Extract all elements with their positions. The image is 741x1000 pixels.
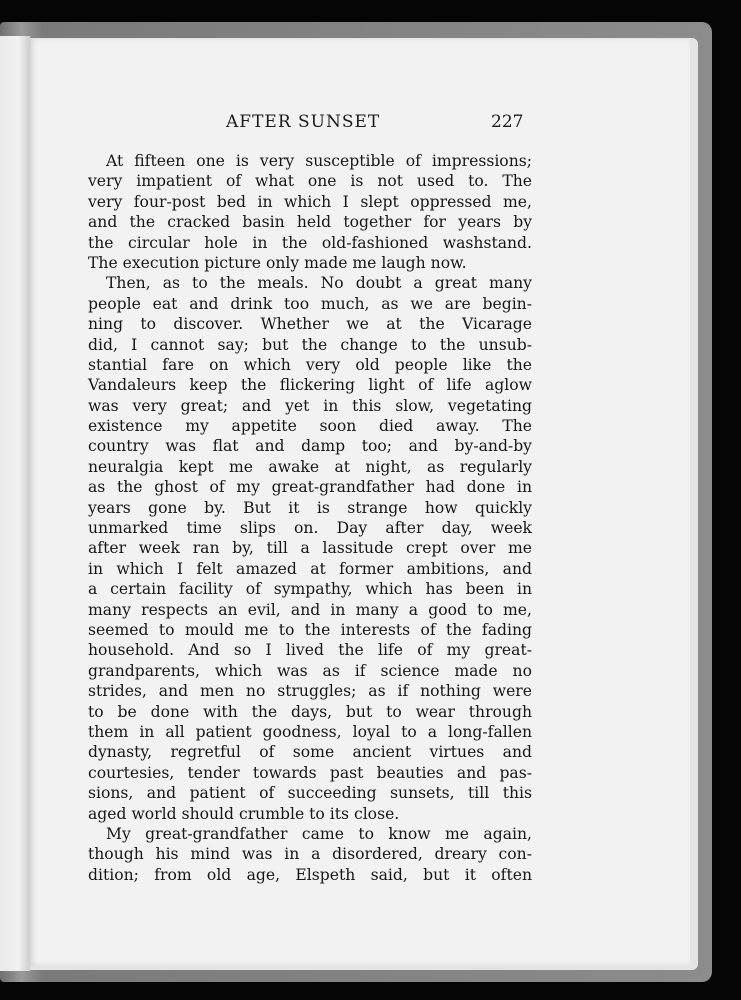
- text-line: many respects an evil, and in many a good to me,: [88, 600, 532, 619]
- text-line: to be done with the days, but to wear through: [88, 702, 532, 721]
- text-line: a certain facility of sympathy, which has been in: [88, 580, 532, 599]
- text-line: dition; from old age, Elspeth said, but it often: [88, 865, 532, 884]
- text-line: after week ran by, till a lassitude crept over me: [88, 539, 532, 558]
- page-header: [0, 112, 741, 142]
- text-line: grandparents, which was as if science made no: [88, 661, 532, 680]
- text-line: the circular hole in the old-fashioned washstand.: [88, 233, 532, 252]
- text-line: very impatient of what one is not used to. The: [88, 172, 532, 191]
- text-line: The execution picture only made me laugh now.: [88, 253, 467, 272]
- text-line: did, I cannot say; but the change to the unsub-: [88, 335, 532, 354]
- text-line: was very great; and yet in this slow, vegetating: [88, 396, 532, 415]
- text-line: sions, and patient of succeeding sunsets, till this: [88, 784, 532, 803]
- text-line: Then, as to the meals. No doubt a great many: [106, 274, 532, 293]
- text-line: years gone by. But it is strange how quickly: [88, 498, 532, 517]
- text-line: country was flat and damp too; and by-and-by: [88, 437, 532, 456]
- text-line: ning to discover. Whether we at the Vicarage: [88, 315, 532, 334]
- text-line: as the ghost of my great-grandfather had done in: [88, 478, 532, 497]
- text-line: in which I felt amazed at former ambitions, and: [88, 559, 532, 578]
- text-line: At fifteen one is very susceptible of impressions;: [106, 152, 532, 170]
- previous-page-edge: [0, 36, 31, 971]
- text-line: unmarked time slips on. Day after day, week: [88, 519, 532, 538]
- text-line: strides, and men no struggles; as if nothing were: [88, 682, 532, 701]
- text-line: dynasty, regretful of some ancient virtues and: [88, 743, 532, 762]
- text-line: though his mind was in a disordered, dreary con-: [88, 845, 532, 864]
- text-line: stantial fare on which very old people like the: [88, 355, 532, 374]
- text-line: My great-grandfather came to know me again,: [106, 824, 532, 843]
- text-line: neuralgia kept me awake at night, as regularly: [88, 457, 532, 476]
- text-line: people eat and drink too much, as we are begin-: [88, 294, 532, 313]
- text-line: very four-post bed in which I slept oppressed me,: [88, 192, 532, 211]
- page-number: 227: [491, 112, 524, 132]
- text-line: aged world should crumble to its close.: [88, 804, 400, 823]
- body-text: [88, 151, 532, 885]
- text-line: courtesies, tender towards past beauties and pas-: [88, 763, 532, 782]
- text-line: Vandaleurs keep the flickering light of life aglow: [88, 376, 532, 395]
- running-title: AFTER SUNSET: [226, 112, 381, 132]
- text-line: seemed to mould me to the interests of the fading: [88, 620, 532, 639]
- text-line: and the cracked basin held together for years by: [88, 213, 532, 232]
- text-line: existence my appetite soon died away. The: [88, 417, 532, 436]
- text-line: them in all patient goodness, loyal to a long-fallen: [88, 722, 532, 741]
- text-line: household. And so I lived the life of my great-: [88, 641, 532, 660]
